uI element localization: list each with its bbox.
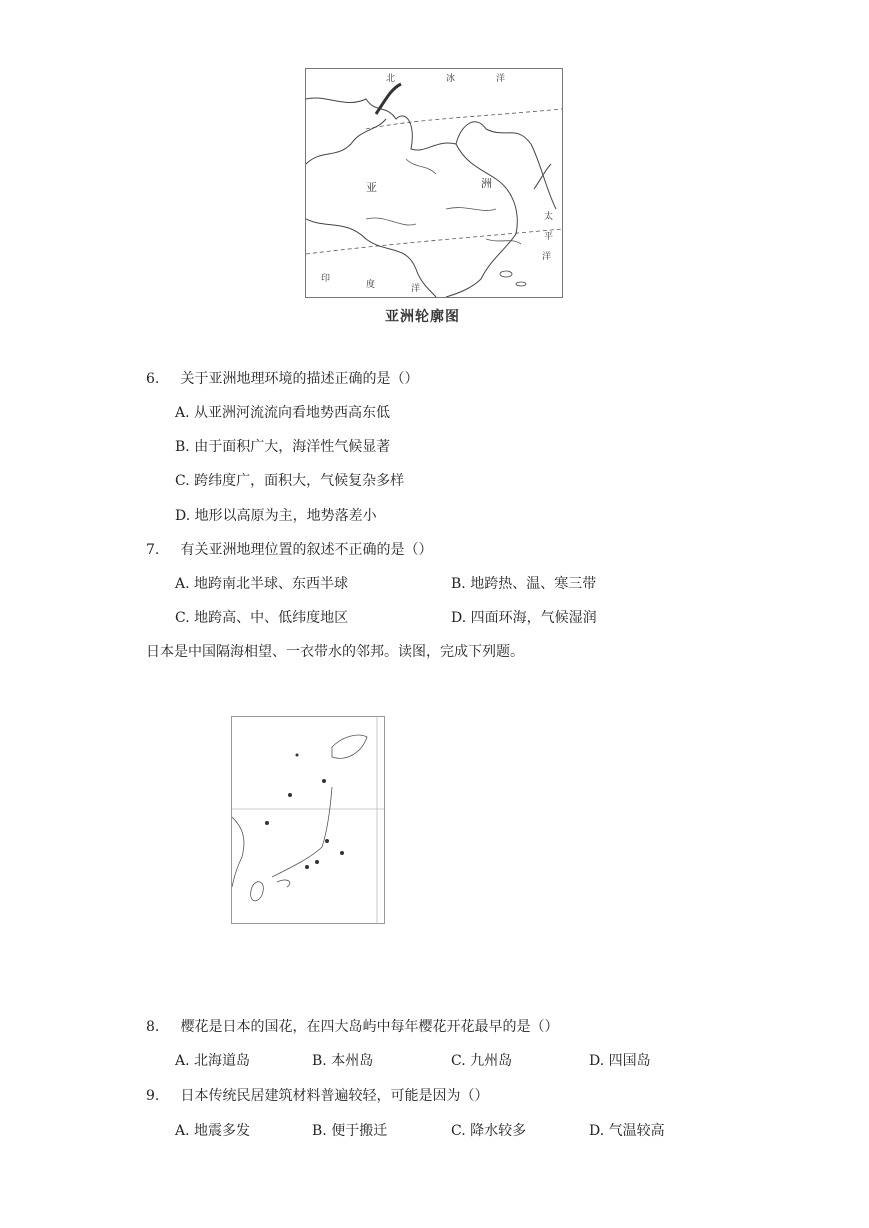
option-a: A. 北海道岛 bbox=[175, 1053, 251, 1069]
map-label: 亚 bbox=[366, 181, 377, 194]
option-b: B. 由于面积广大，海洋性气候显著 bbox=[175, 439, 391, 455]
map-label: 印 bbox=[321, 274, 331, 284]
map-label: 洋 bbox=[411, 284, 421, 294]
option-d: D. 气温较高 bbox=[589, 1123, 665, 1139]
option-a: A. 地跨南北半球、东西半球 bbox=[175, 576, 349, 592]
question-number: 7. bbox=[146, 542, 160, 558]
map-label: 洋 bbox=[542, 252, 552, 262]
asia-map-drawing bbox=[306, 69, 562, 297]
question-number: 6. bbox=[146, 371, 160, 387]
option-b: B. 便于搬迁 bbox=[312, 1123, 388, 1139]
option-b: B. 本州岛 bbox=[312, 1053, 374, 1069]
option-a: A. 地震多发 bbox=[175, 1123, 251, 1139]
question-text: 樱花是日本的国花，在四大岛屿中每年樱花开花最早的是（） bbox=[180, 1019, 559, 1035]
question-9 bbox=[146, 1085, 488, 1105]
map-label: 洋 bbox=[496, 74, 506, 84]
asia-map-caption: 亚洲轮廓图 bbox=[385, 309, 460, 325]
intro-text: 日本是中国隔海相望、一衣带水的邻邦。读图，完成下列题。 bbox=[146, 644, 524, 660]
japan-map bbox=[231, 716, 385, 924]
option-d: D. 地形以高原为主，地势落差小 bbox=[175, 508, 377, 524]
question-7 bbox=[146, 539, 432, 559]
question-number: 9. bbox=[146, 1088, 160, 1104]
option-c: C. 地跨高、中、低纬度地区 bbox=[175, 610, 349, 626]
map-label: 太 bbox=[544, 212, 554, 222]
option-c: C. 九州岛 bbox=[451, 1053, 513, 1069]
question-number: 8. bbox=[146, 1019, 160, 1035]
question-6 bbox=[146, 368, 418, 388]
question-text: 日本传统民居建筑材料普遍较轻，可能是因为（） bbox=[180, 1088, 489, 1104]
map-label: 冰 bbox=[446, 74, 456, 84]
map-label: 平 bbox=[544, 232, 554, 242]
option-c: C. 跨纬度广，面积大，气候复杂多样 bbox=[175, 473, 405, 489]
asia-outline-map bbox=[305, 68, 563, 298]
option-b: B. 地跨热、温、寒三带 bbox=[451, 576, 597, 592]
option-d: D. 四面环海，气候湿润 bbox=[451, 610, 597, 626]
japan-map-drawing bbox=[232, 717, 384, 923]
map-label: 北 bbox=[386, 74, 396, 84]
option-c: C. 降水较多 bbox=[451, 1123, 527, 1139]
question-text: 关于亚洲地理环境的描述正确的是（） bbox=[180, 371, 419, 387]
option-a: A. 从亚洲河流流向看地势西高东低 bbox=[175, 405, 391, 421]
question-text: 有关亚洲地理位置的叙述不正确的是（） bbox=[180, 542, 433, 558]
option-d: D. 四国岛 bbox=[589, 1053, 651, 1069]
map-label: 度 bbox=[366, 280, 376, 290]
question-8 bbox=[146, 1016, 558, 1036]
map-label: 洲 bbox=[481, 177, 492, 190]
